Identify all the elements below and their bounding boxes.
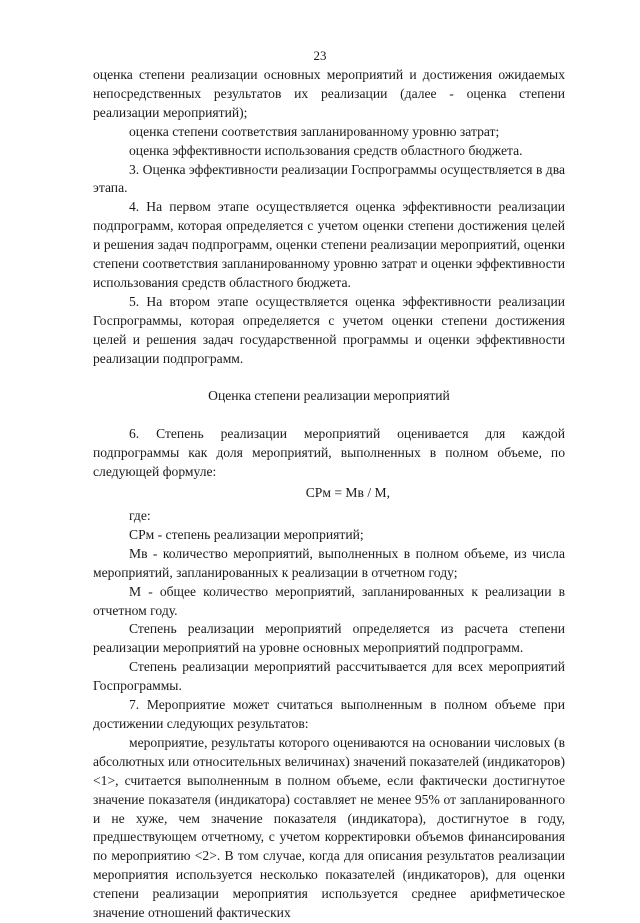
paragraph: оценка степени соответствия запланированному уровню затрат; [129,123,500,139]
paragraph: Степень реализации мероприятий рассчитывается для всех мероприятий Госпрограммы. [93,659,565,694]
paragraph: Степень реализации мероприятий определяется из расчета степени реализации мероприятий на уровне основных мероприятий подпрограмм. [93,621,565,656]
paragraph: Мв - количество мероприятий, выполненных в полном объеме, из числа мероприятий, запланированных к реализации в отчетном году; [93,545,565,580]
document-body [93,66,565,923]
page-number: 23 [313,48,327,63]
section-heading: Оценка степени реализации мероприятий [208,387,450,403]
paragraph: 4. На первом этапе осуществляется оценка эффективности реализации подпрограмм, которая определяется с учетом оценки степени достижения целей и решения задач подпрограмм, оценки степени реализации мероприятий, оценки степени соответствия запланированному уровню затрат и оценки эффективности использования средств областного бюджета. [93,199,565,290]
paragraph: где: [129,508,151,524]
paragraph: СРм - степень реализации мероприятий; [129,526,364,542]
paragraph: М - общее количество мероприятий, запланированных к реализации в отчетном году. [93,583,565,618]
paragraph: оценка эффективности использования средств областного бюджета. [129,142,523,158]
paragraph: 6. Степень реализации мероприятий оценивается для каждой подпрограммы как доля мероприятий, выполненных в полном объеме, по следующей формуле: [93,426,565,480]
paragraph: оценка степени реализации основных мероприятий и достижения ожидаемых непосредственных результатов их реализации (далее - оценка степени реализации мероприятий); [93,67,565,120]
formula: СРм = Мв / М, [305,485,390,501]
paragraph: 3. Оценка эффективности реализации Госпрограммы осуществляется в два этапа. [93,161,565,196]
paragraph: 5. На втором этапе осуществляется оценка эффективности реализации Госпрограммы, которая определяется с учетом оценки степени достижения целей и решения задач государственной программы и оценки эффективности реализации подпрограмм. [93,293,565,366]
paragraph: 7. Мероприятие может считаться выполненным в полном объеме при достижении следующих результатов: [93,697,565,731]
paragraph: мероприятие, результаты которого оцениваются на основании числовых (в абсолютных или относительных величинах) значений показателей (индикаторов) <1>, считается выполненным в полном объеме, если фактически достигнутое значение показателя (индикатора) составляет не менее 95% от запланированного и не хуже, чем значение показателя (индикатора), достигнутое в году, предшествующем отчетному, с учетом корректировки объемов финансирования по мероприятию <2>. В том случае, когда для описания результатов реализации мероприятия используется несколько показателей (индикаторов), для оценки степени реализации мероприятия используется среднее арифметическое значение отношений фактических [93,734,565,921]
